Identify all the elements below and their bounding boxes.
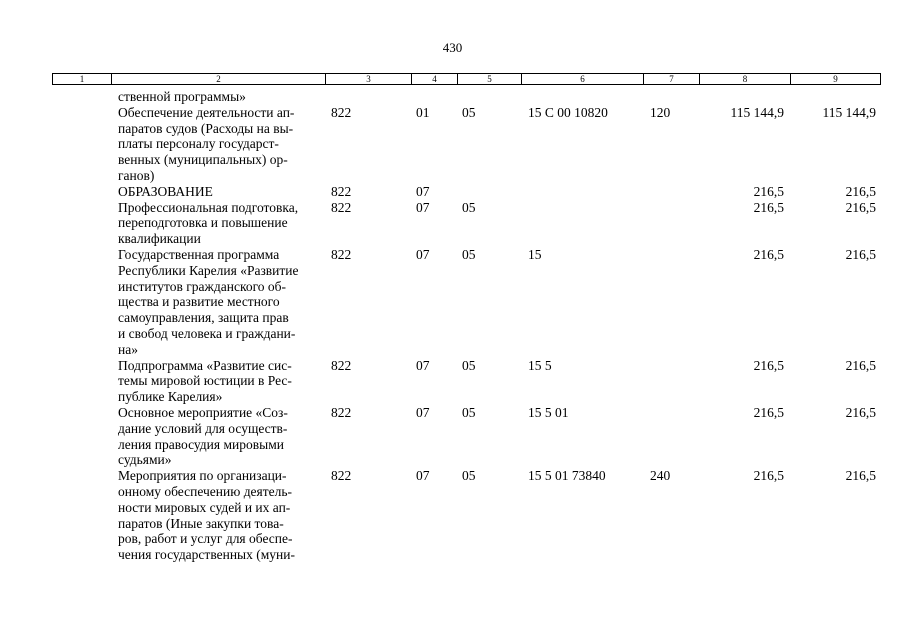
table-row <box>52 468 880 563</box>
target-article-code: 15 С 00 10820 <box>528 104 608 120</box>
row-description <box>118 184 330 200</box>
row-description <box>118 200 330 247</box>
description-line: институтов гражданского об- <box>118 278 287 294</box>
column-number-1: 1 <box>53 74 112 85</box>
column-number-4: 4 <box>412 74 458 85</box>
expense-type-code: 120 <box>650 104 671 120</box>
amount-col-9: 216,5 <box>845 404 876 420</box>
amount-col-8: 216,5 <box>753 468 784 484</box>
column-number-3: 3 <box>326 74 412 85</box>
description-line: щества и развитие местного <box>118 294 280 310</box>
subsection-code: 05 <box>462 468 476 484</box>
description-line: паратов судов (Расходы на вы- <box>118 120 294 136</box>
amount-col-9: 216,5 <box>845 468 876 484</box>
ministry-code: 822 <box>331 104 352 120</box>
amount-col-8: 216,5 <box>753 199 784 215</box>
description-line: переподготовка и повышение <box>118 215 288 231</box>
table-row <box>52 358 880 405</box>
description-line: паратов (Иные закупки това- <box>118 515 284 531</box>
description-line: самоуправления, защита прав <box>118 310 289 326</box>
column-number-7: 7 <box>644 74 700 85</box>
description-line: ганов) <box>118 167 155 183</box>
description-line: ности мировых судей и их ап- <box>118 499 291 515</box>
description-line: судьями» <box>118 452 172 468</box>
section-code: 07 <box>416 183 430 199</box>
amount-col-9: 216,5 <box>845 246 876 262</box>
description-line: Профессиональная подготовка, <box>118 199 299 215</box>
subsection-code: 05 <box>462 104 476 120</box>
target-article-code: 15 <box>528 246 542 262</box>
description-line: квалификации <box>118 231 201 247</box>
amount-col-8: 216,5 <box>753 183 784 199</box>
column-number-2: 2 <box>112 74 326 85</box>
row-description <box>118 105 330 184</box>
column-number-9: 9 <box>791 74 881 85</box>
description-line: платы персоналу государст- <box>118 136 279 152</box>
amount-col-9: 216,5 <box>845 199 876 215</box>
amount-col-8: 216,5 <box>753 404 784 420</box>
table-row <box>52 105 880 184</box>
target-article-code: 15 5 <box>528 357 552 373</box>
ministry-code: 822 <box>331 468 352 484</box>
table-row <box>52 184 880 200</box>
column-number-6: 6 <box>522 74 644 85</box>
amount-col-9: 216,5 <box>845 357 876 373</box>
ministry-code: 822 <box>331 246 352 262</box>
description-line: Мероприятия по организаци- <box>118 468 287 484</box>
row-description <box>118 468 330 563</box>
page-number: 430 <box>442 40 463 55</box>
ministry-code: 822 <box>331 357 352 373</box>
column-number-8: 8 <box>700 74 791 85</box>
table-row <box>52 200 880 247</box>
ministry-code: 822 <box>331 404 352 420</box>
description-line: Обеспечение деятельности ап- <box>118 104 295 120</box>
table-row <box>52 405 880 468</box>
subsection-code: 05 <box>462 199 476 215</box>
description-line: темы мировой юстиции в Рес- <box>118 373 292 389</box>
amount-col-8: 115 144,9 <box>730 104 784 120</box>
row-description <box>118 89 330 105</box>
expense-type-code: 240 <box>650 468 671 484</box>
description-line: чения государственных (муни- <box>118 547 295 563</box>
row-description <box>118 405 330 468</box>
target-article-code: 15 5 01 <box>528 404 569 420</box>
amount-col-9: 216,5 <box>845 183 876 199</box>
amount-col-8: 216,5 <box>753 246 784 262</box>
description-line: публике Карелия» <box>118 389 223 405</box>
description-line: онному обеспечению деятель- <box>118 483 293 499</box>
description-line: Государственная программа <box>118 246 280 262</box>
section-code: 07 <box>416 199 430 215</box>
ministry-code: 822 <box>331 183 352 199</box>
section-code: 07 <box>416 357 430 373</box>
budget-table-body <box>52 89 880 563</box>
subsection-code: 05 <box>462 246 476 262</box>
section-code: 07 <box>416 404 430 420</box>
table-row <box>52 89 880 105</box>
row-description <box>118 247 330 358</box>
description-line: Подпрограмма «Развитие сис- <box>118 357 292 373</box>
section-code: 07 <box>416 246 430 262</box>
description-line: ления правосудия мировыми <box>118 436 284 452</box>
amount-col-8: 216,5 <box>753 357 784 373</box>
column-header-table <box>52 73 881 85</box>
description-line: ОБРАЗОВАНИЕ <box>118 183 213 199</box>
row-description <box>118 358 330 405</box>
table-row <box>52 247 880 358</box>
description-line: венных (муниципальных) ор- <box>118 152 288 168</box>
description-line: Основное мероприятие «Соз- <box>118 404 288 420</box>
target-article-code: 15 5 01 73840 <box>528 468 606 484</box>
section-code: 01 <box>416 104 430 120</box>
description-line: ров, работ и услуг для обеспе- <box>118 531 293 547</box>
description-line: и свобод человека и граждани- <box>118 325 296 341</box>
section-code: 07 <box>416 468 430 484</box>
description-line: на» <box>118 341 138 357</box>
subsection-code: 05 <box>462 357 476 373</box>
description-line: дание условий для осуществ- <box>118 420 288 436</box>
ministry-code: 822 <box>331 199 352 215</box>
description-line: Республики Карелия «Развитие <box>118 262 299 278</box>
column-number-5: 5 <box>458 74 522 85</box>
subsection-code: 05 <box>462 404 476 420</box>
description-line: ственной программы» <box>118 89 246 104</box>
amount-col-9: 115 144,9 <box>822 104 876 120</box>
